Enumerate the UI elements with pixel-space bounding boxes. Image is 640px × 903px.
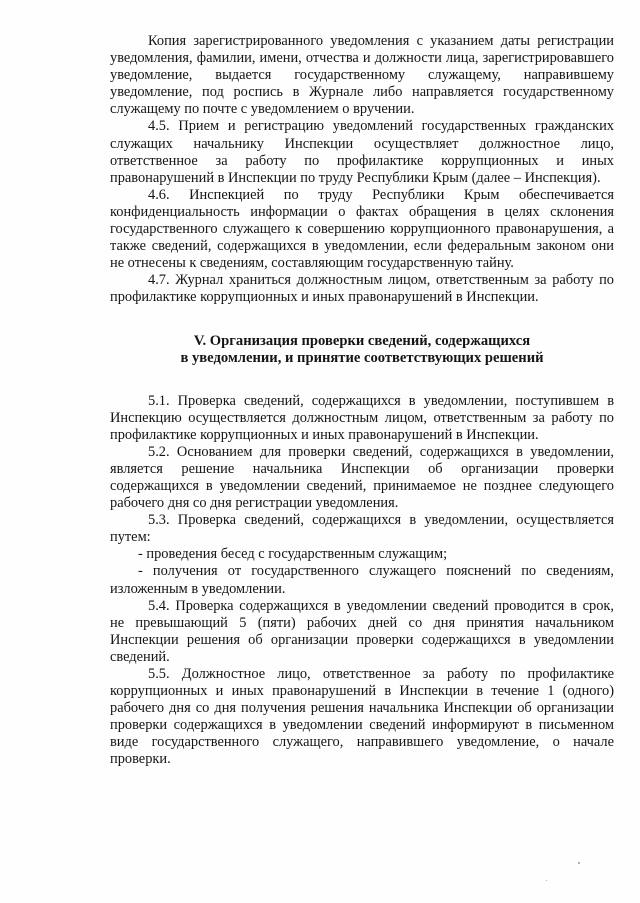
paragraph-notification-copy: Копия зарегистрированного уведомления с указанием даты регистрации уведомления, фамилии, имени, отчества и должности лица, зарегистрировавшего уведомление, выдается государственному служащему, направившему уведомление, под роспись в Журнале либо направляется государственному служащему по почте с уведомлением о вручении. [110,33,614,118]
paragraph-4-6: 4.6. Инспекцией по труду Республики Крым обеспечивается конфиденциальность информации о фактах обращения в целях склонения государственного служащего к совершению коррупционного правонарушения, а также сведений, содержащихся в уведомлении, если федеральным законом они не отнесены к сведениям, составляющим государственную тайну. [110,186,614,272]
paragraph-5-2: 5.2. Основанием для проверки сведений, содержащихся в уведомлении, является решение начальника Инспекции об организации проверки содержащихся в уведомлении сведений, принимаемое не позднее следующего рабочего дня со дня регистрации уведомления. [110,443,614,512]
paragraph-5-4: 5.4. Проверка содержащихся в уведомлении сведений проводится в срок, не превышающий 5 (пяти) рабочих дней со дня принятия начальником Инспекции решения об организации проверки содержащихся в уведомлении сведений. [110,597,614,665]
paragraph-5-1: 5.1. Проверка сведений, содержащихся в уведомлении, поступившем в Инспекцию осуществляется должностным лицом, ответственным за работу по профилактике коррупционных и иных правонарушений в Инспекции. [110,392,614,443]
section-heading-line-2: в уведомлении, и принятие соответствующих решений [180,350,544,366]
paragraph-4-5: 4.5. Прием и регистрацию уведомлений государственных гражданских служащих начальнику Инспекции осуществляет должностное лицо, ответственное за работу по профилактике коррупционных и иных правонарушений в Инспекции по труду Республики Крым (далее – Инспекция). [110,118,614,186]
paragraph-4-7: 4.7. Журнал храниться должностным лицом, ответственным за работу по профилактике коррупционных и иных правонарушений в Инспекции. [110,272,614,306]
scan-speck [546,880,547,881]
paragraph-5-5: 5.5. Должностное лицо, ответственное за работу по профилактике коррупционных и иных правонарушений в Инспекции в течение 1 (одного) рабочего дня со дня получения решения начальника Инспекции об организации проверки содержащихся в уведомлении сведений информируют в письменном виде государственного служащего, направившего уведомление, о начале проверки. [110,666,614,768]
list-item-explanations: - получения от государственного служащего пояснений по сведениям, изложенным в уведомлении. [110,563,614,597]
paragraph-5-3: 5.3. Проверка сведений, содержащихся в уведомлении, осуществляется путем: [110,512,614,546]
document-body [110,33,614,769]
section-heading-line-1: V. Организация проверки сведений, содержащихся [193,332,531,349]
list-item-conversations: - проведения бесед с государственным служащим; [138,546,448,563]
scan-speck [578,862,580,864]
section-heading [110,333,614,368]
